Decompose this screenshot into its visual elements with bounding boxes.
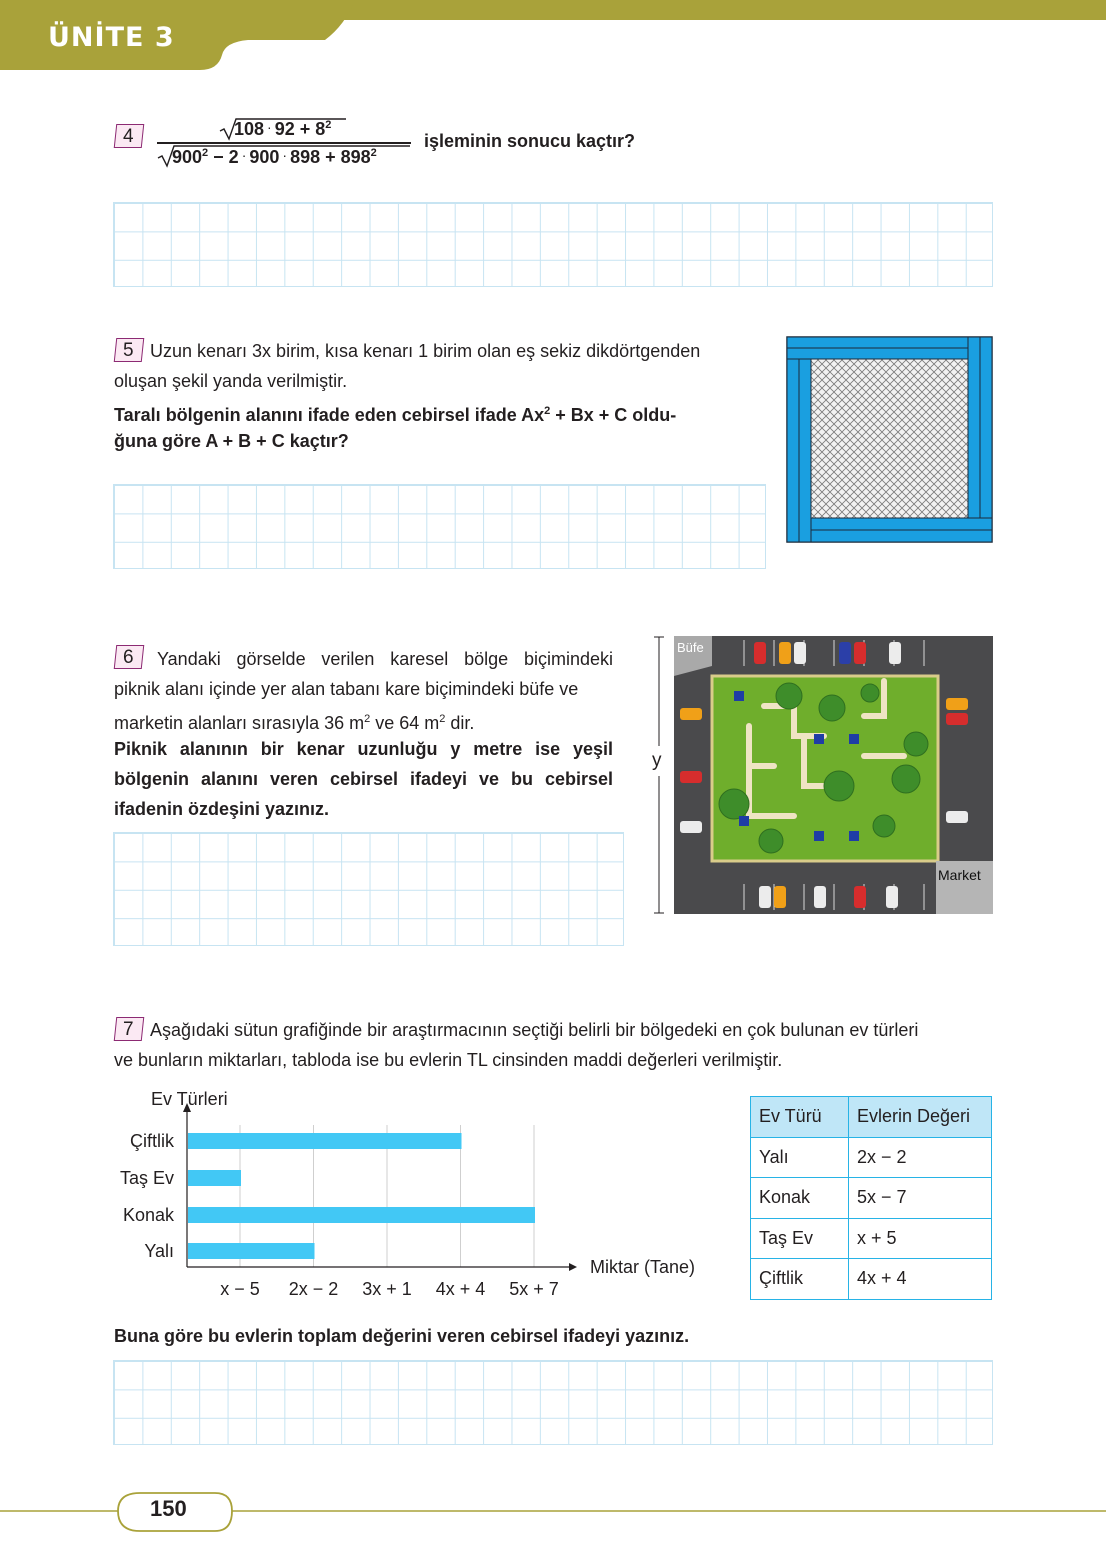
bar — [188, 1207, 535, 1223]
label-bufe: Büfe — [677, 640, 704, 655]
bar — [188, 1170, 241, 1186]
bar — [188, 1133, 462, 1149]
table-row — [751, 1259, 992, 1300]
answer-grid[interactable] — [113, 832, 624, 946]
table-cell: Çiftlik — [751, 1259, 849, 1300]
x-tick-label: 2x − 2 — [288, 1279, 339, 1299]
page-number: 150 — [150, 1496, 187, 1521]
table-row — [751, 1137, 992, 1178]
q5-text-line: Uzun kenarı 3x birim, kısa kenarı 1 birim olan eş sekiz dikdörtgenden — [150, 341, 701, 361]
q4-question-text: işleminin sonucu kaçtır? — [424, 131, 636, 151]
chart-x-axis-label: Miktar (Tane) — [590, 1257, 696, 1277]
y-category-label: Konak — [122, 1205, 174, 1225]
shaded-region — [811, 359, 968, 518]
table-cell: 4x + 4 — [849, 1259, 992, 1300]
house-value-table — [750, 1096, 992, 1300]
q5-question-line: Taralı bölgenin alanını ifade eden cebirsel ifade $Ax^2 + Bx + C$ oldu- — [114, 405, 677, 425]
q5-text-line: oluşan şekil yanda verilmiştir. — [114, 371, 348, 391]
dimension-label-y: y — [652, 750, 662, 771]
house-types-bar-chart — [100, 1085, 720, 1315]
y-category-label: Çiftlik — [130, 1131, 174, 1151]
x-tick-label: 3x + 1 — [362, 1279, 412, 1299]
table-header-cell: Evlerin Değeri — [849, 1097, 992, 1138]
unit-title: ÜNİTE 3 — [48, 22, 175, 53]
x-tick-label: x − 5 — [220, 1279, 260, 1299]
q7-text-line: Aşağıdaki sütun grafiğinde bir araştırmacının seçtiği belirli bir bölgedeki en çok bulunan ev türleri — [150, 1020, 919, 1040]
y-category-label: Yalı — [144, 1241, 174, 1261]
q7-question-text: Buna göre bu evlerin toplam değerini veren cebirsel ifadeyi yazınız. — [114, 1326, 690, 1346]
answer-grid[interactable] — [113, 484, 766, 569]
q6-question-line: bölgenin alanını veren cebirsel ifadeyi ve bu cebirsel — [114, 769, 613, 789]
q6-text-line: piknik alanı içinde yer alan tabanı kare biçimindeki büfe ve — [114, 679, 579, 699]
table-cell: 2x − 2 — [849, 1137, 992, 1178]
y-category-label: Taş Ev — [119, 1168, 174, 1188]
chart-y-axis-label: Ev Türleri — [151, 1089, 228, 1109]
bar — [188, 1243, 315, 1259]
question-number: 6 — [123, 647, 134, 668]
table-cell: Yalı — [751, 1137, 849, 1178]
dimension-line — [652, 636, 666, 916]
x-tick-label: 4x + 4 — [435, 1279, 486, 1299]
question-number: 4 — [123, 126, 134, 147]
rectangles-figure — [786, 336, 993, 543]
q6-question-line: ifadenin özdeşini yazınız. — [114, 799, 330, 819]
q5-question-line: ğuna göre A + B + C kaçtır? — [114, 431, 349, 451]
table-cell: x + 5 — [849, 1218, 992, 1259]
q6-text-line: marketin alanları sırasıyla 36 $m^2$ ve 64 $m^2$ dir. — [114, 713, 475, 733]
fraction-denominator: $900^2 - 2 \cdot 900 \cdot 898 + 898^2$ — [172, 147, 377, 167]
table-header-cell: Ev Türü — [751, 1097, 849, 1138]
answer-grid[interactable] — [113, 1360, 993, 1445]
table-cell: 5x − 7 — [849, 1178, 992, 1219]
table-header-row — [751, 1097, 992, 1138]
question-number: 5 — [123, 340, 134, 361]
table-row — [751, 1218, 992, 1259]
table-row — [751, 1178, 992, 1219]
label-market: Market — [938, 867, 981, 883]
question-number: 7 — [123, 1019, 134, 1040]
x-tick-label: 5x + 7 — [509, 1279, 559, 1299]
table-cell: Konak — [751, 1178, 849, 1219]
q6-question-line: Piknik alanının bir kenar uzunluğu y metre ise yeşil — [114, 739, 613, 759]
q7-text-line: ve bunların miktarları, tabloda ise bu evlerin TL cinsinden maddi değerleri verilmiştir. — [114, 1050, 783, 1070]
q6-text-line: Yandaki görselde verilen karesel bölge biçimindeki — [157, 649, 613, 669]
x-axis-arrow — [569, 1263, 577, 1271]
fraction-numerator: $108 \cdot 92 + 8^2$ — [234, 119, 332, 139]
table-cell: Taş Ev — [751, 1218, 849, 1259]
answer-grid[interactable] — [113, 202, 993, 287]
